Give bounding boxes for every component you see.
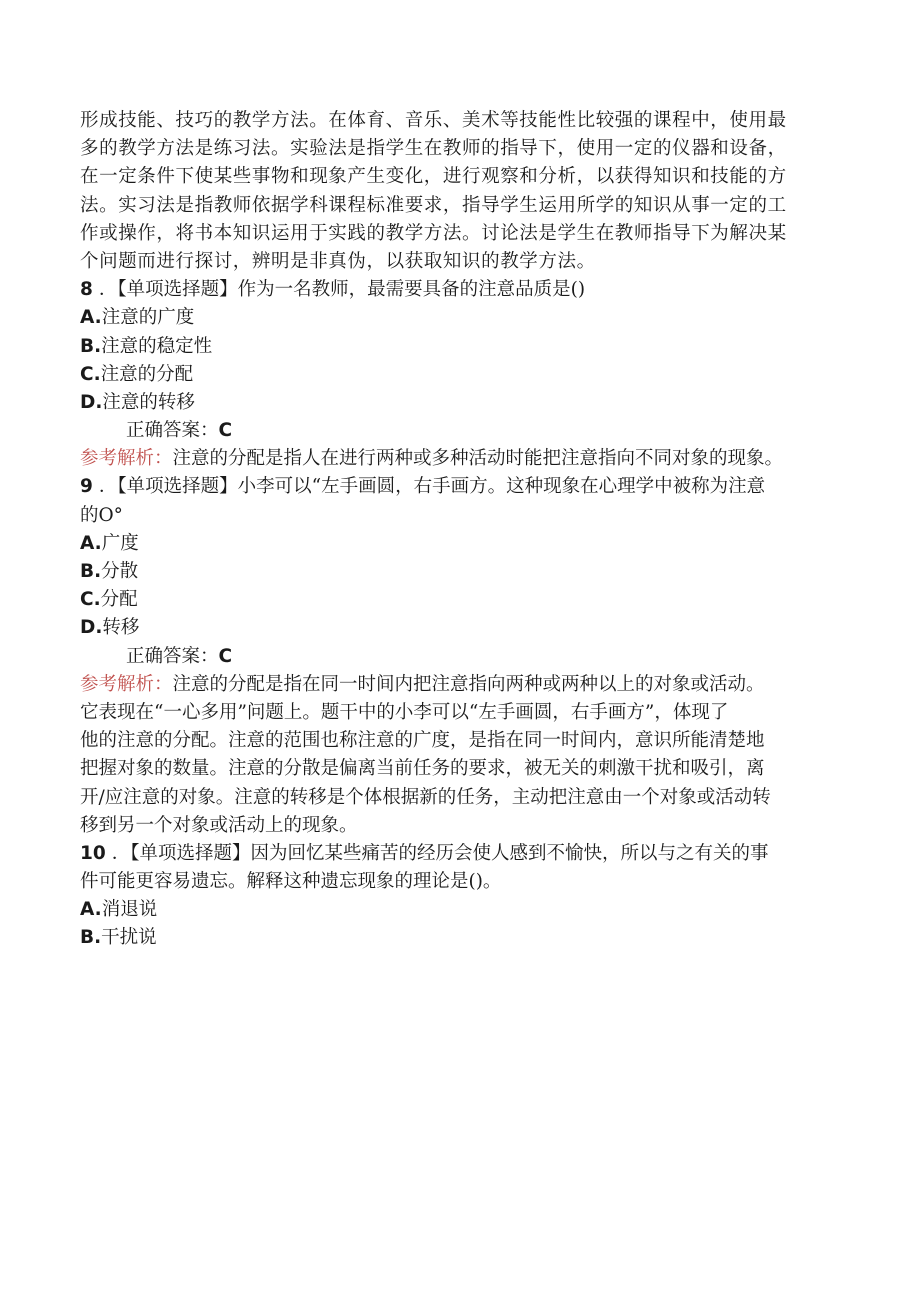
analysis	[80, 445, 850, 473]
intro-line: 多的教学方法是练习法。实验法是指学生在教师的指导下，使用一定的仪器和设备，	[80, 138, 787, 160]
question-stem-text: ．【单项选择题】作为一名教师，最需要具备的注意品质是()	[98, 279, 586, 301]
question-stem-text: ．【单项选择题】小李可以“左手画圆，右手画方。这种现象在心理学中被称为注意	[98, 476, 766, 498]
intro-line: 个问题而进行探讨，辨明是非真伪，以获取知识的教学方法。	[80, 250, 596, 272]
option-text: 转移	[102, 617, 140, 639]
analysis-text: 注意的分配是指人在进行两种或多种活动时能把注意指向不同对象的现象。	[172, 448, 784, 470]
question-stem-continued: 件可能更容易遗忘。解释这种遗忘现象的理论是()。	[80, 871, 502, 893]
option-c	[80, 361, 850, 389]
option-text: 广度	[101, 532, 139, 554]
answer-value: C	[218, 645, 233, 667]
option-text: 注意的广度	[101, 307, 195, 329]
answer-label: 正确答案：	[126, 645, 219, 667]
option-c	[80, 586, 850, 614]
option-letter: B.	[80, 561, 102, 582]
option-a	[80, 530, 850, 558]
analysis-text: 注意的分配是指在同一时间内把注意指向两种或两种以上的对象或活动。	[172, 673, 765, 695]
option-letter: A.	[80, 307, 102, 329]
question-number: 9	[80, 476, 93, 498]
question-stem-text: ．【单项选择题】因为回忆某些痛苦的经历会使人感到不愉快，所以与之有关的事	[111, 842, 769, 864]
question-number: 8	[80, 279, 93, 301]
option-text: 消退说	[101, 899, 158, 921]
option-b	[80, 924, 850, 952]
option-b	[80, 558, 850, 586]
analysis-label: 参考解析：	[80, 448, 173, 470]
option-a	[80, 304, 850, 332]
option-letter: B.	[80, 927, 102, 949]
intro-line: 法。实习法是指教师依据学科课程标准要求，指导学生运用所学的知识从事一定的工	[80, 194, 787, 216]
question-stem	[80, 840, 850, 868]
option-letter: C.	[80, 363, 101, 385]
question-9	[80, 473, 850, 839]
answer-value: C	[218, 420, 233, 442]
answer-label: 正确答案：	[126, 420, 219, 442]
option-text: 注意的转移	[102, 391, 195, 413]
analysis-line: 开/应注意的对象。注意的转移是个体根据新的任务，主动把注意由一个对象或活动转	[80, 786, 771, 808]
intro-paragraph	[80, 107, 850, 276]
intro-line: 形成技能、技巧的教学方法。在体育、音乐、美术等技能性比较强的课程中，使用最	[80, 110, 787, 131]
document-page	[80, 107, 850, 953]
correct-answer	[80, 417, 850, 445]
question-stem	[80, 276, 850, 304]
option-text: 分散	[101, 561, 139, 582]
option-d	[80, 614, 850, 642]
option-a	[80, 896, 850, 924]
option-letter: A.	[80, 532, 102, 554]
correct-answer	[80, 643, 850, 671]
option-text: 干扰说	[101, 927, 157, 949]
analysis-line: 把握对象的数量。注意的分散是偏离当前任务的要求，被无关的刺激干扰和吸引，离	[80, 758, 765, 780]
option-text: 注意的稳定性	[101, 335, 213, 357]
question-stem-continued: 的O°	[80, 504, 123, 526]
option-text: 分配	[100, 589, 138, 611]
option-letter: A.	[80, 899, 102, 921]
question-stem	[80, 473, 850, 501]
option-letter: D.	[80, 391, 103, 413]
option-letter: C.	[80, 589, 101, 611]
analysis	[80, 671, 850, 699]
analysis-line: 他的注意的分配。注意的范围也称注意的广度，是指在同一时间内，意识所能清楚地	[80, 730, 765, 752]
analysis-line: 它表现在“一心多用”问题上。题干中的小李可以“左手画圆，右手画方”，体现了	[80, 701, 729, 723]
question-10	[80, 840, 850, 953]
analysis-line: 移到另一个对象或活动上的现象。	[80, 814, 358, 836]
option-text: 注意的分配	[100, 363, 194, 385]
question-number: 10	[80, 842, 106, 864]
option-d	[80, 389, 850, 417]
question-8	[80, 276, 850, 473]
analysis-label: 参考解析：	[80, 673, 173, 695]
option-letter: B.	[80, 335, 102, 357]
intro-line: 作或操作，将书本知识运用于实践的教学方法。讨论法是学生在教师指导下为解决某	[80, 222, 787, 244]
intro-line: 在一定条件下使某些事物和现象产生变化，进行观察和分析，以获得知识和技能的方	[80, 166, 787, 188]
option-b	[80, 333, 850, 361]
option-letter: D.	[80, 617, 103, 639]
